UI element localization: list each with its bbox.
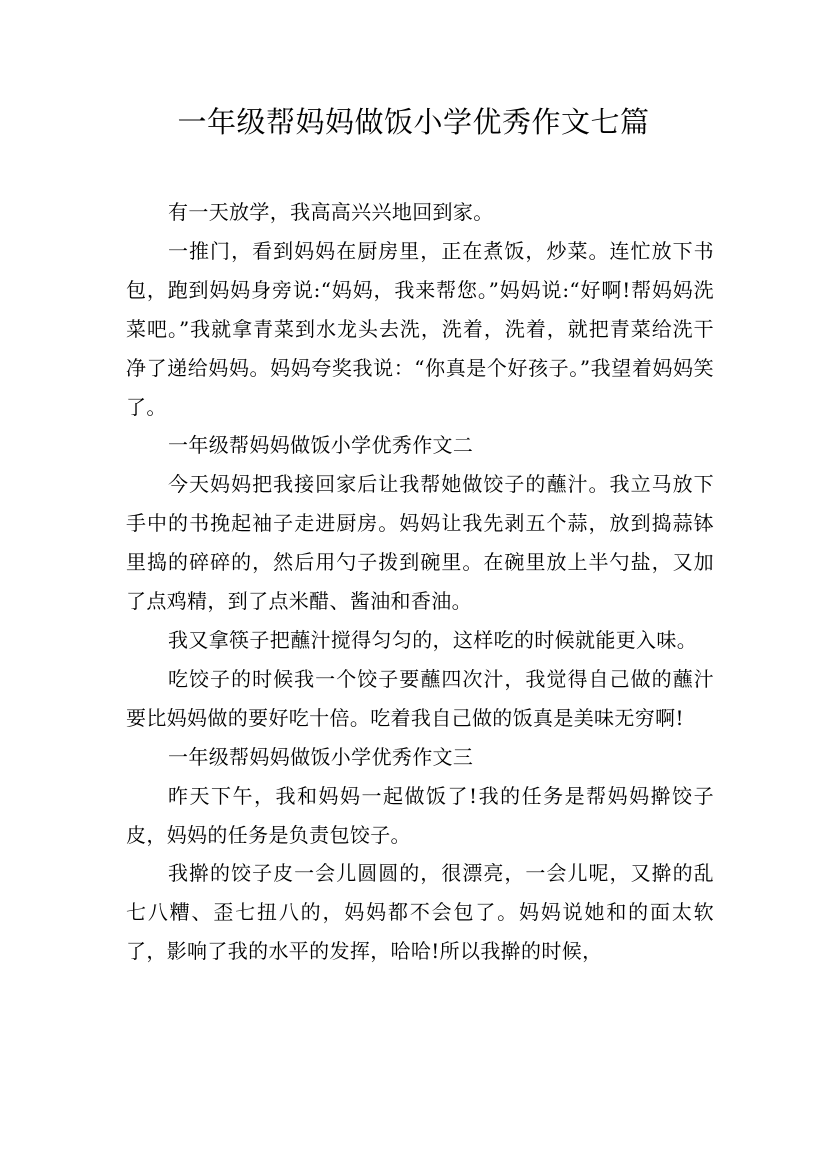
paragraph-4: 我又拿筷子把蘸汁搅得匀匀的，这样吃的时候就能更入味。 [168, 627, 698, 652]
paragraph-5: 吃饺子的时候我一个饺子要蘸四次汁，我觉得自己做的蘸汁要比妈妈做的要好吃十倍。吃着我自己做的饭真是美味无穷啊! [126, 666, 714, 730]
section-heading-3: 一年级帮妈妈做饭小学优秀作文三 [168, 744, 474, 769]
document-body [126, 193, 714, 971]
paragraph-3: 今天妈妈把我接回家后让我帮她做饺子的蘸汁。我立马放下手中的书挽起袖子走进厨房。妈妈让我先剥五个蒜，放到捣蒜钵里捣的碎碎的，然后用勺子拨到碗里。在碗里放上半勺盐，又加了点鸡精，到了点米醋、酱油和香油。 [126, 472, 714, 614]
document-title: 一年级帮妈妈做饭小学优秀作文七篇 [177, 105, 650, 139]
paragraph-2: 一推门，看到妈妈在厨房里，正在煮饭，炒菜。连忙放下书包，跑到妈妈身旁说:“妈妈，我来帮您。”妈妈说:“好啊!帮妈妈洗菜吧。”我就拿青菜到水龙头去洗，洗着，洗着，就把青菜给洗干净了递给妈妈。妈妈夸奖我说：“你真是个好孩子。”我望着妈妈笑了。 [126, 238, 714, 419]
paragraph-1: 有一天放学，我高高兴兴地回到家。 [168, 200, 494, 224]
section-heading-2: 一年级帮妈妈做饭小学优秀作文二 [168, 433, 474, 458]
paragraph-6: 昨天下午，我和妈妈一起做饭了!我的任务是帮妈妈擀饺子皮，妈妈的任务是负责包饺子。 [126, 783, 714, 847]
paragraph-7: 我擀的饺子皮一会儿圆圆的，很漂亮，一会儿呢，又擀的乱七八糟、歪七扭八的，妈妈都不会包了。妈妈说她和的面太软了，影响了我的水平的发挥，哈哈!所以我擀的时候， [126, 861, 714, 964]
